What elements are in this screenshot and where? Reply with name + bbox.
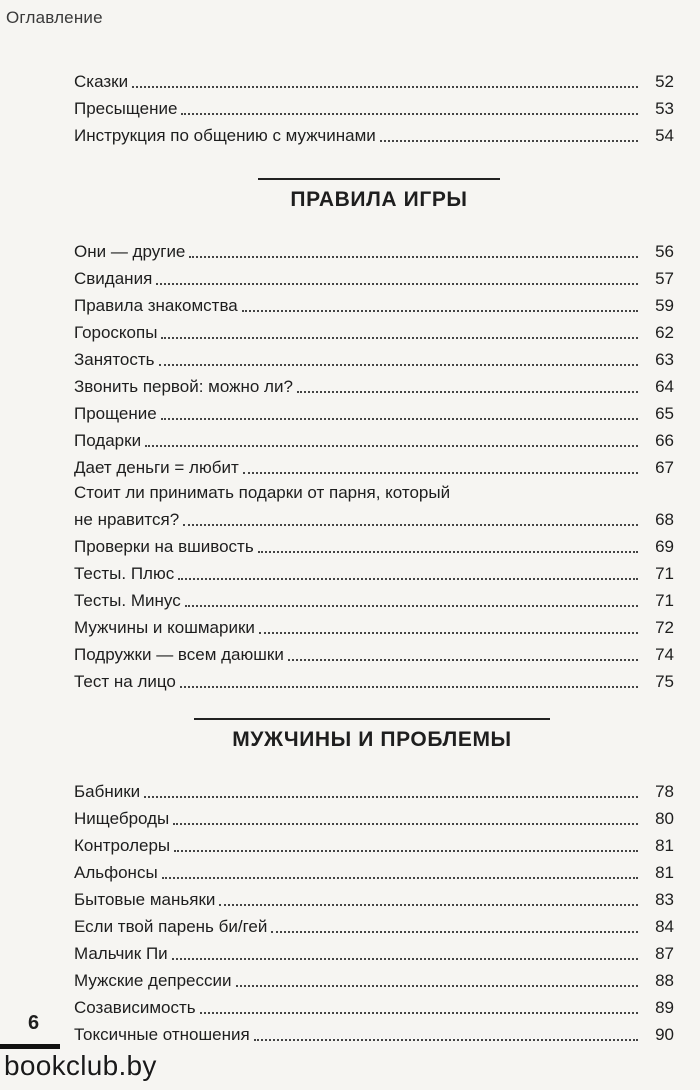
toc-entry[interactable] [74, 587, 674, 611]
toc-title: Мальчик Пи [74, 944, 168, 963]
toc-entry[interactable] [74, 614, 674, 638]
toc-title: Занятость [74, 350, 155, 369]
toc-page: 81 [655, 863, 674, 882]
toc-page: 84 [655, 917, 674, 936]
toc-title: Контролеры [74, 836, 171, 855]
toc-title: Инструкция по общению с мужчинами [74, 126, 376, 145]
toc-page: 72 [655, 618, 674, 637]
toc-entry[interactable] [74, 346, 674, 370]
toc-page: 52 [655, 72, 674, 91]
dot-leader [259, 632, 638, 634]
toc-page: 71 [655, 564, 674, 583]
dot-leader [288, 659, 638, 661]
dot-leader [183, 524, 638, 526]
toc-page: 66 [655, 431, 674, 450]
dot-leader [178, 578, 638, 580]
toc-page: 83 [655, 890, 674, 909]
toc-entry[interactable] [74, 886, 674, 910]
dot-leader [162, 877, 638, 879]
footer-rule [0, 1044, 60, 1049]
toc-title: Бытовые маньяки [74, 890, 216, 909]
toc-entry[interactable] [74, 805, 674, 829]
toc-title: Пресыщение [74, 99, 178, 118]
dot-leader [161, 337, 638, 339]
dot-leader [132, 86, 638, 88]
toc-title: Проверки на вшивость [74, 537, 254, 556]
toc-page: 78 [655, 782, 674, 801]
dot-leader [236, 985, 638, 987]
toc-title: Правила знакомства [74, 296, 238, 315]
dot-leader [189, 256, 638, 258]
dot-leader [174, 850, 638, 852]
dot-leader [258, 551, 638, 553]
toc-page: 59 [655, 296, 674, 315]
toc-entry[interactable] [74, 533, 674, 557]
toc-title: Альфонсы [74, 863, 158, 882]
dot-leader [254, 1039, 638, 1041]
toc-title: Свидания [74, 269, 153, 288]
toc-title: Тесты. Минус [74, 591, 181, 610]
section-heading: ПРАВИЛА ИГРЫ [258, 178, 500, 212]
page-number: 6 [28, 1012, 40, 1034]
dot-leader [159, 364, 638, 366]
watermark: bookclub.by [4, 1050, 157, 1081]
toc-page: 65 [655, 404, 674, 423]
toc-entry[interactable] [74, 122, 674, 146]
toc-title: Бабники [74, 782, 141, 801]
dot-leader [219, 904, 638, 906]
toc-entry[interactable] [74, 940, 674, 964]
toc-entry[interactable] [74, 238, 674, 262]
toc-title: Прощение [74, 404, 157, 423]
dot-leader [185, 605, 638, 607]
toc-title: Нищеброды [74, 809, 170, 828]
toc-entry[interactable] [74, 668, 674, 692]
toc-entry[interactable] [74, 1021, 674, 1045]
dot-leader [380, 140, 638, 142]
dot-leader [271, 931, 638, 933]
dot-leader [242, 310, 638, 312]
toc-page: 89 [655, 998, 674, 1017]
toc-title: Мужские депрессии [74, 971, 232, 990]
toc-page: 57 [655, 269, 674, 288]
toc-entry[interactable] [74, 560, 674, 584]
toc-page: 63 [655, 350, 674, 369]
toc-entry[interactable] [74, 400, 674, 424]
toc-entry[interactable] [74, 68, 674, 92]
toc-entry[interactable] [74, 373, 674, 397]
dot-leader [173, 823, 638, 825]
dot-leader [181, 113, 638, 115]
toc-page: 68 [655, 510, 674, 529]
dot-leader [144, 796, 638, 798]
toc-page: 62 [655, 323, 674, 342]
toc-title: Тесты. Плюс [74, 564, 175, 583]
toc-page: 80 [655, 809, 674, 828]
toc-page: 53 [655, 99, 674, 118]
toc-page: 67 [655, 458, 674, 477]
toc-page: 71 [655, 591, 674, 610]
toc-entry[interactable] [74, 292, 674, 316]
toc-entry[interactable] [74, 778, 674, 802]
toc-title: Мужчины и кошмарики [74, 618, 255, 637]
toc-entry[interactable] [74, 859, 674, 883]
toc-page: 87 [655, 944, 674, 963]
dot-leader [172, 958, 638, 960]
dot-leader [156, 283, 638, 285]
toc-entry[interactable] [74, 913, 674, 937]
toc-title: Токсичные отношения [74, 1025, 250, 1044]
toc-title: Звонить первой: можно ли? [74, 377, 293, 396]
toc-title: Тест на лицо [74, 672, 176, 691]
toc-page: 69 [655, 537, 674, 556]
toc-title: Подружки — всем даюшки [74, 645, 284, 664]
toc-entry[interactable] [74, 994, 674, 1018]
toc-title: Созависимость [74, 998, 196, 1017]
toc-entry[interactable] [74, 641, 674, 665]
toc-page: 88 [655, 971, 674, 990]
toc-entry[interactable] [74, 265, 674, 289]
toc-title-line1[interactable]: Стоит ли принимать подарки от парня, который [74, 483, 451, 502]
toc-entry[interactable] [74, 506, 674, 530]
toc-title: не нравится? [74, 510, 180, 529]
toc-page: 74 [655, 645, 674, 664]
dot-leader [297, 391, 638, 393]
toc-title: Дает деньги = любит [74, 458, 239, 477]
toc-title: Подарки [74, 431, 142, 450]
toc-page: 75 [655, 672, 674, 691]
dot-leader [180, 686, 638, 688]
toc-entry[interactable] [74, 319, 674, 343]
dot-leader [200, 1012, 638, 1014]
toc-entry[interactable] [74, 95, 674, 119]
toc-title: Сказки [74, 72, 129, 91]
section-heading: МУЖЧИНЫ И ПРОБЛЕМЫ [194, 718, 550, 752]
toc-entry[interactable] [74, 427, 674, 451]
toc-page: 81 [655, 836, 674, 855]
toc-page: 54 [655, 126, 674, 145]
toc-page: 56 [655, 242, 674, 261]
toc-entry[interactable] [74, 832, 674, 856]
toc-entry[interactable] [74, 454, 674, 478]
running-header: Оглавление [6, 8, 103, 27]
dot-leader [243, 472, 638, 474]
toc-title: Они — другие [74, 242, 186, 261]
toc-page: 64 [655, 377, 674, 396]
toc-page: 90 [655, 1025, 674, 1044]
toc-entry[interactable] [74, 967, 674, 991]
dot-leader [161, 418, 638, 420]
toc-title: Гороскопы [74, 323, 158, 342]
dot-leader [145, 445, 638, 447]
toc-title: Если твой парень би/гей [74, 917, 268, 936]
